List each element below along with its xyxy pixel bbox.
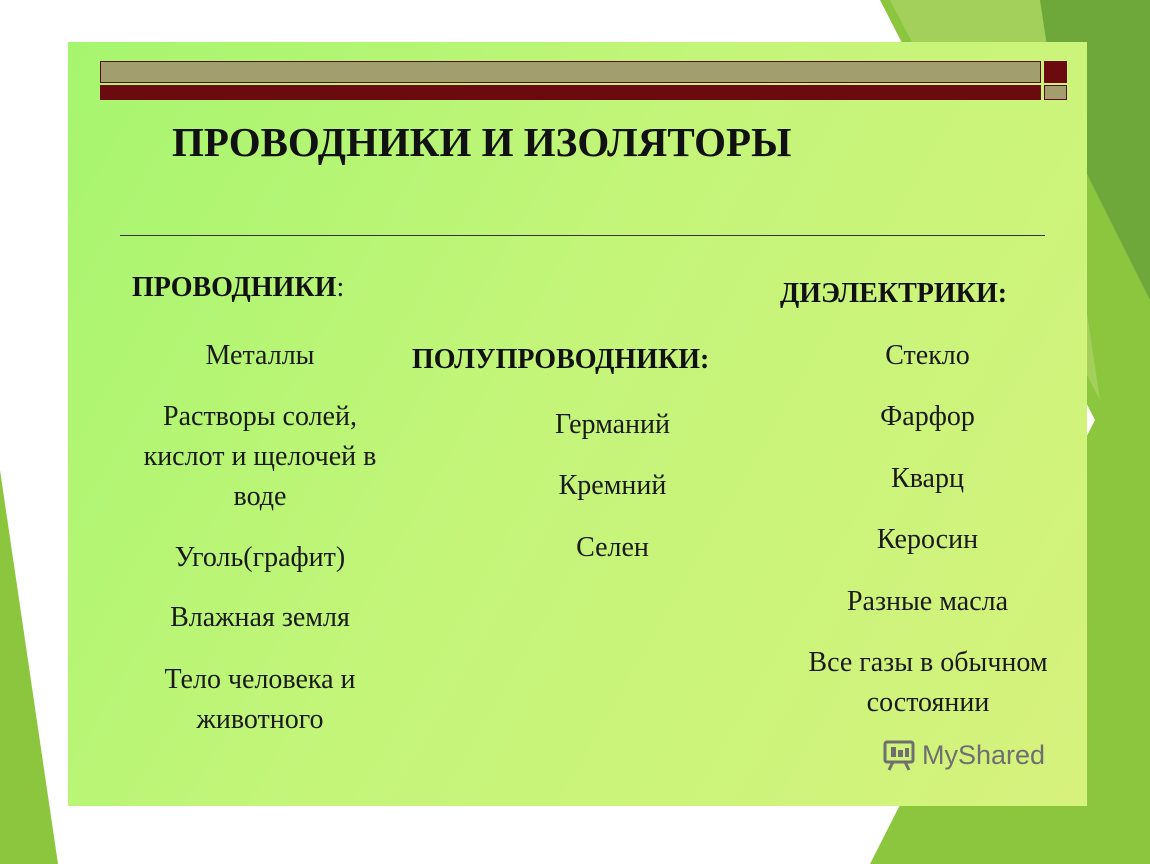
title-divider [120, 235, 1045, 236]
dielectric-item-oils: Разные масла [846, 586, 1009, 617]
dielectric-item-porcelain: Фарфор [880, 401, 975, 432]
conductor-item-body: Тело человека и животного [164, 664, 356, 735]
semiconductors-heading: ПОЛУПРОВОДНИКИ: [412, 344, 710, 375]
dielectric-item-kerosene: Керосин [876, 524, 979, 555]
semiconductor-item-selenium: Селен [576, 532, 649, 563]
myshared-logo-icon [882, 738, 916, 772]
conductor-item-solutions: Растворы солей, кислот и щелочей в воде [143, 401, 377, 512]
conductor-item-wet-earth: Влажная земля [170, 602, 350, 633]
slide-title: ПРОВОДНИКИ И ИЗОЛЯТОРЫ [172, 119, 792, 165]
semiconductor-item-germanium: Германий [555, 409, 670, 440]
conductors-heading-colon: : [336, 272, 345, 303]
dielectric-item-glass: Стекло [885, 340, 970, 371]
dielectric-item-quartz: Кварц [891, 463, 964, 494]
watermark-text: MyShared [922, 739, 1046, 770]
conductor-item-metals: Металлы [205, 340, 315, 371]
semiconductor-item-silicon: Кремний [558, 470, 667, 501]
header-bar-olive [100, 61, 1041, 83]
header-bar-maroon [100, 85, 1041, 100]
conductor-item-graphite: Уголь(графит) [174, 542, 346, 573]
header-square-maroon [1044, 61, 1067, 83]
header-square-olive [1044, 85, 1067, 100]
dielectrics-heading: ДИЭЛЕКТРИКИ: [780, 278, 1008, 309]
watermark [882, 738, 1045, 772]
conductors-heading [132, 272, 344, 304]
dielectric-item-gases: Все газы в обычном состоянии [808, 647, 1048, 718]
conductors-heading-text: ПРОВОДНИКИ [132, 272, 337, 303]
